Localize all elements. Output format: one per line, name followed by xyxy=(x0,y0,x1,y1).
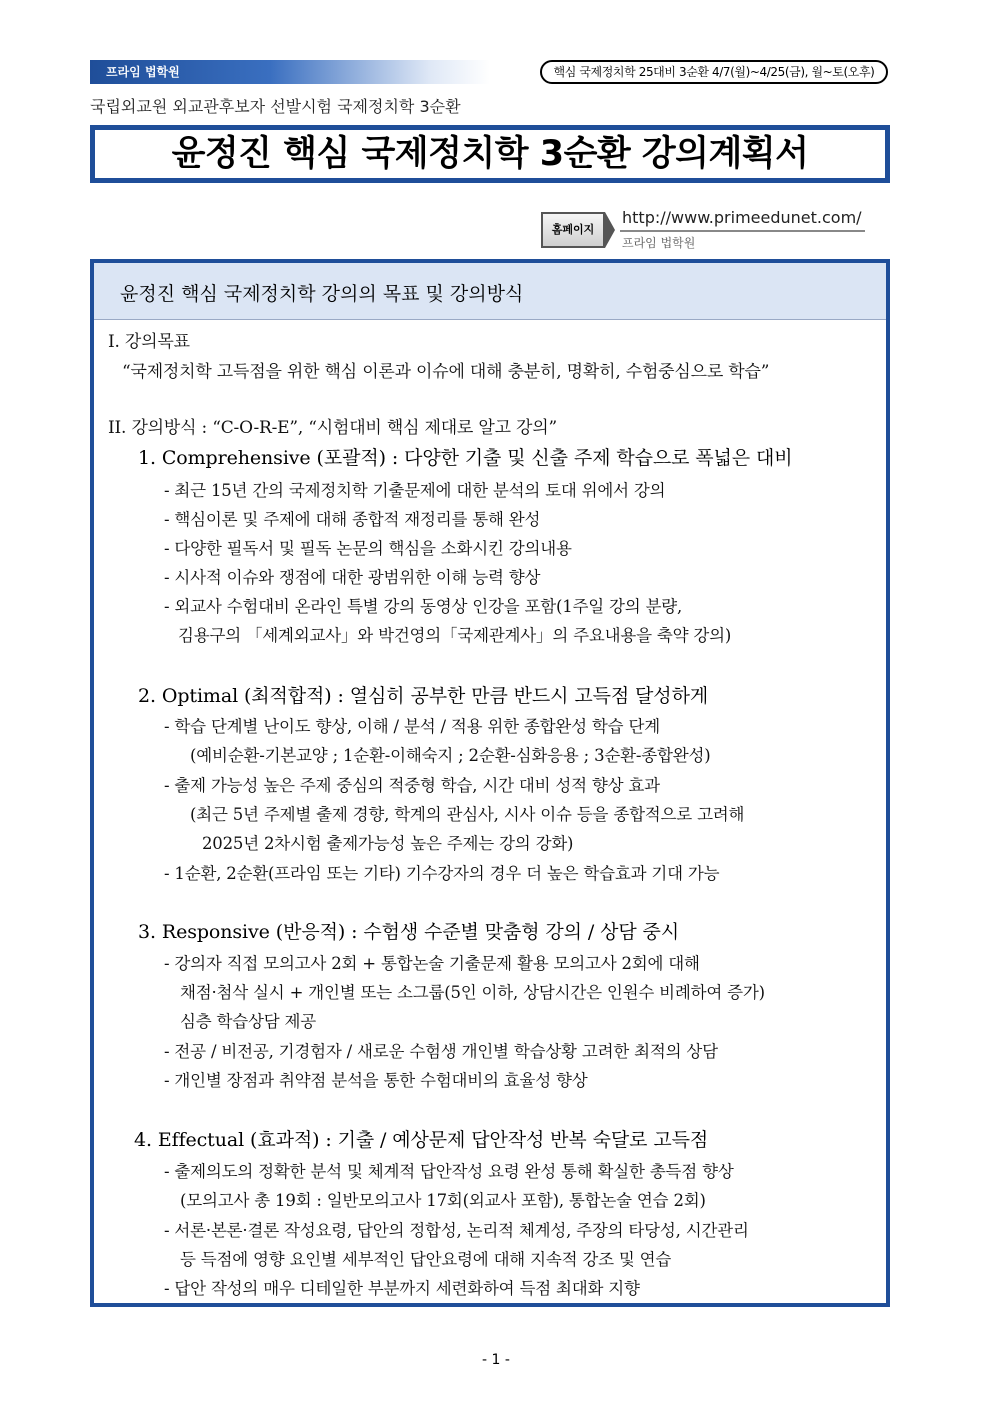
page-title: 윤정진 핵심 국제정치학 3순환 강의계획서 xyxy=(171,134,809,174)
method-heading: 2. Optimal (최적합적) : 열심히 공부한 만큼 반드시 고득점 달성하게 xyxy=(138,685,709,707)
box-header xyxy=(94,263,886,320)
list-item: - 전공 / 비전공, 기경험자 / 새로운 수험생 개인별 학습상황 고려한 최적의 상담 xyxy=(164,1042,718,1061)
list-item-continuation: 심층 학습상담 제공 xyxy=(180,1012,317,1031)
box-heading: 윤정진 핵심 국제정치학 강의의 목표 및 강의방식 xyxy=(120,283,524,305)
list-item-continuation: (예비순환-기본교양 ; 1순환-이해숙지 ; 2순환-심화응용 ; 3순환-종합완성) xyxy=(190,746,711,765)
course-plan-box xyxy=(90,259,890,1307)
list-item: - 강의자 직접 모의고사 2회 + 통합논술 기출문제 활용 모의고사 2회에 대해 xyxy=(164,954,700,973)
section-heading: I. 강의목표 xyxy=(108,332,190,352)
page-number: - 1 - xyxy=(482,1352,510,1368)
arrow-right-icon xyxy=(605,212,615,248)
list-item: - 학습 단계별 난이도 향상, 이해 / 분석 / 적용 위한 종합완성 학습 단계 xyxy=(164,717,660,736)
list-item-continuation: (최근 5년 주제별 출제 경향, 학계의 관심사, 시사 이슈 등을 종합적으로 고려해 xyxy=(190,805,745,824)
method-heading: 4. Effectual (효과적) : 기출 / 예상문제 답안작성 반복 숙달로 고득점 xyxy=(134,1129,709,1151)
brand-label: 프라임 법학원 xyxy=(106,65,180,79)
list-item-continuation: 2025년 2차시험 출제가능성 높은 주제는 강의 강화) xyxy=(202,834,574,853)
list-item: - 외교사 수험대비 온라인 특별 강의 동영상 인강을 포함(1주일 강의 분량, xyxy=(164,597,683,616)
objective-quote: “국제정치학 고득점을 위한 핵심 이론과 이슈에 대해 충분히, 명확히, 수험중심으로 학습” xyxy=(122,362,770,382)
homepage-badge[interactable]: 홈페이지 xyxy=(541,212,605,248)
list-item: - 1순환, 2순환(프라임 또는 기타) 기수강자의 경우 더 높은 학습효과 기대 가능 xyxy=(164,864,720,883)
list-item: - 시사적 이슈와 쟁점에 대한 광범위한 이해 능력 향상 xyxy=(164,568,541,587)
list-item: - 답안 작성의 매우 디테일한 부분까지 세련화하여 득점 최대화 지향 xyxy=(164,1279,640,1298)
homepage-url[interactable]: http://www.primeedunet.com/ xyxy=(622,208,862,227)
list-item: - 핵심이론 및 주제에 대해 종합적 재정리를 통해 완성 xyxy=(164,510,541,529)
schedule-badge: 핵심 국제정치학 25대비 3순환 4/7(월)~4/25(금), 월~토(오후) xyxy=(540,60,888,84)
section-heading: II. 강의방식 : “C-O-R-E”, “시험대비 핵심 제대로 알고 강의” xyxy=(108,418,557,438)
list-item: - 다양한 필독서 및 필독 논문의 핵심을 소화시킨 강의내용 xyxy=(164,539,572,558)
homepage-sub-label: 프라임 법학원 xyxy=(622,236,696,250)
list-item-continuation: (모의고사 총 19회 : 일반모의고사 17회(외교사 포함), 통합논술 연습 2회) xyxy=(180,1191,706,1210)
list-item-continuation: 채점·첨삭 실시 + 개인별 또는 소그룹(5인 이하, 상담시간은 인원수 비례하여 증가) xyxy=(180,983,765,1002)
url-underline xyxy=(620,230,865,232)
title-box xyxy=(90,125,890,183)
list-item: - 개인별 장점과 취약점 분석을 통한 수험대비의 효율성 향상 xyxy=(164,1071,588,1090)
list-item: - 출제의도의 정확한 분석 및 체계적 답안작성 요령 완성 통해 확실한 총득점 향상 xyxy=(164,1162,734,1181)
method-heading: 1. Comprehensive (포괄적) : 다양한 기출 및 신출 주제 학습으로 폭넓은 대비 xyxy=(138,447,793,469)
list-item-continuation: 김용구의 「세계외교사」와 박건영의「국제관계사」의 주요내용을 축약 강의) xyxy=(178,626,732,645)
list-item: - 서론·본론·결론 작성요령, 답안의 정합성, 논리적 체계성, 주장의 타당성, 시간관리 xyxy=(164,1221,749,1240)
list-item: - 최근 15년 간의 국제정치학 기출문제에 대한 분석의 토대 위에서 강의 xyxy=(164,481,666,500)
list-item: - 출제 가능성 높은 주제 중심의 적중형 학습, 시간 대비 성적 향상 효과 xyxy=(164,776,660,795)
list-item-continuation: 등 득점에 영향 요인별 세부적인 답안요령에 대해 지속적 강조 및 연습 xyxy=(180,1250,672,1269)
brand-strip xyxy=(90,60,490,84)
method-heading: 3. Responsive (반응적) : 수험생 수준별 맞춤형 강의 / 상담 중시 xyxy=(138,921,680,943)
exam-subtitle: 국립외교원 외교관후보자 선발시험 국제정치학 3순환 xyxy=(90,97,461,116)
